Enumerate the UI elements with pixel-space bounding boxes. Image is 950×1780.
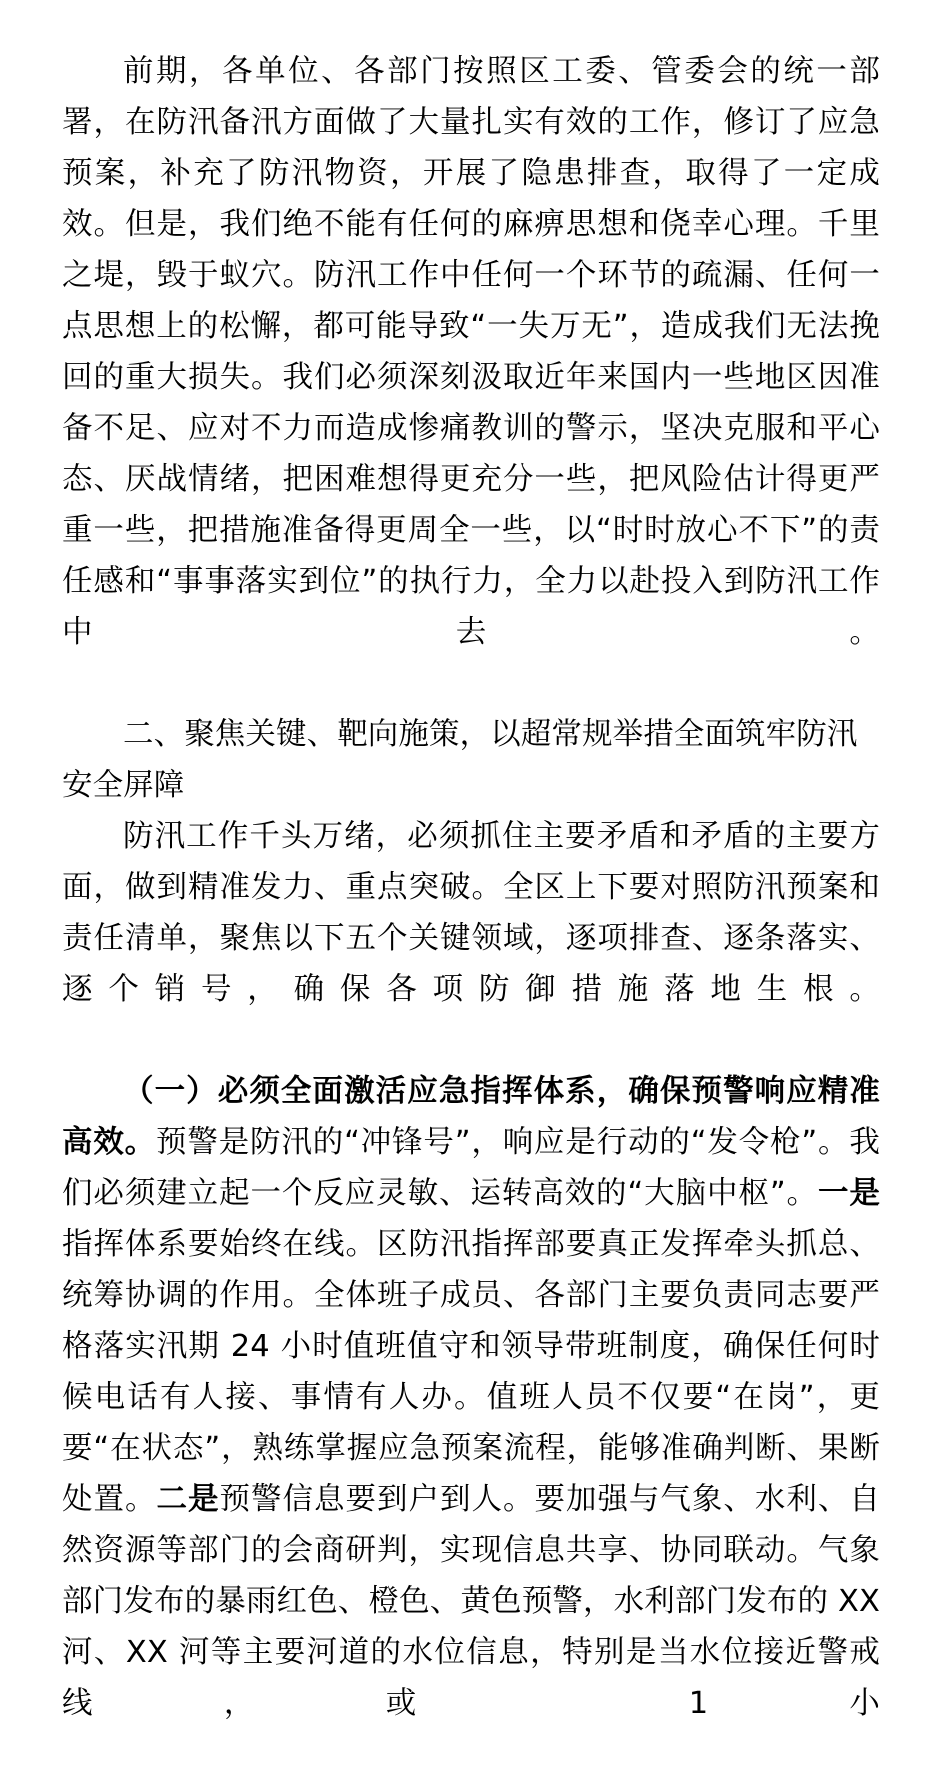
paragraph-flood-work-myriad-threads <box>62 811 880 1066</box>
document-body <box>62 46 880 1780</box>
paragraph-item-one-command-system-run-0-bold: （一）必须全面激活应急指挥体系，确保预警响应精准高效。 <box>62 1074 880 1160</box>
heading-section-two-run-0: 二、聚焦关键、靶向施策，以超常规举措全面筑牢防汛安全屏障 <box>62 717 858 803</box>
paragraph-flood-work-myriad-threads-run-0: 防汛工作千头万绪，必须抓住主要矛盾和矛盾的主要方面，做到精准发力、重点突破。全区上下要对照防汛预案和责任清单，聚焦以下五个关键领域，逐项排查、逐条落实、逐个销号，确保各项防御措施落地生根。 <box>62 819 880 1007</box>
paragraph-prior-period-preparation-run-0: 前期，各单位、各部门按照区工委、管委会的统一部署，在防汛备汛方面做了大量扎实有效的工作，修订了应急预案，补充了防汛物资，开展了隐患排查，取得了一定成效。但是，我们绝不能有任何的麻痹思想和侥幸心理。千里之堤，毁于蚁穴。防汛工作中任何一个环节的疏漏、任何一点思想上的松懈，都可能导致“一失万无”，造成我们无法挽回的重大损失。我们必须深刻汲取近年来国内一些地区因准备不足、应对不力而造成惨痛教训的警示，坚决克服和平心态、厌战情绪，把困难想得更充分一些，把风险估计得更严重一些，把措施准备得更周全一些，以“时时放心不下”的责任感和“事事落实到位”的执行力，全力以赴投入到防汛工作中去。 <box>62 54 880 650</box>
paragraph-item-one-command-system-run-3: 指挥体系要始终在线。区防汛指挥部要真正发挥牵头抓总、统筹协调的作用。全体班子成员、各部门主要负责同志要严格落实汛期 24 小时值班值守和领导带班制度，确保任何时候电话有人接、事情有人办。值班人员不仅要“在岗”，更要“在状态”，熟练掌握应急预案流程，能够准确判断、果断处置。 <box>62 1227 880 1517</box>
paragraph-item-one-command-system <box>62 1066 880 1780</box>
paragraph-prior-period-preparation <box>62 46 880 709</box>
paragraph-item-one-command-system-run-1: 预警是防汛的“冲锋号”，响应是行动的“发令枪”。我们必须建立起一个反应灵敏、运转高效的“大脑中枢”。 <box>62 1125 880 1211</box>
paragraph-item-one-command-system-run-4-bold: 二是 <box>156 1482 220 1517</box>
heading-section-two <box>62 709 880 811</box>
paragraph-item-one-command-system-run-5: 预警信息要到户到人。要加强与气象、水利、自然资源等部门的会商研判，实现信息共享、协同联动。气象部门发布的暴雨红色、橙色、黄色预警，水利部门发布的 XX 河、XX 河等主要河道的水位信息，特别是当水位接近警戒线，或 1 小 <box>62 1482 880 1721</box>
paragraph-item-one-command-system-run-2-bold: 一是 <box>817 1176 880 1211</box>
